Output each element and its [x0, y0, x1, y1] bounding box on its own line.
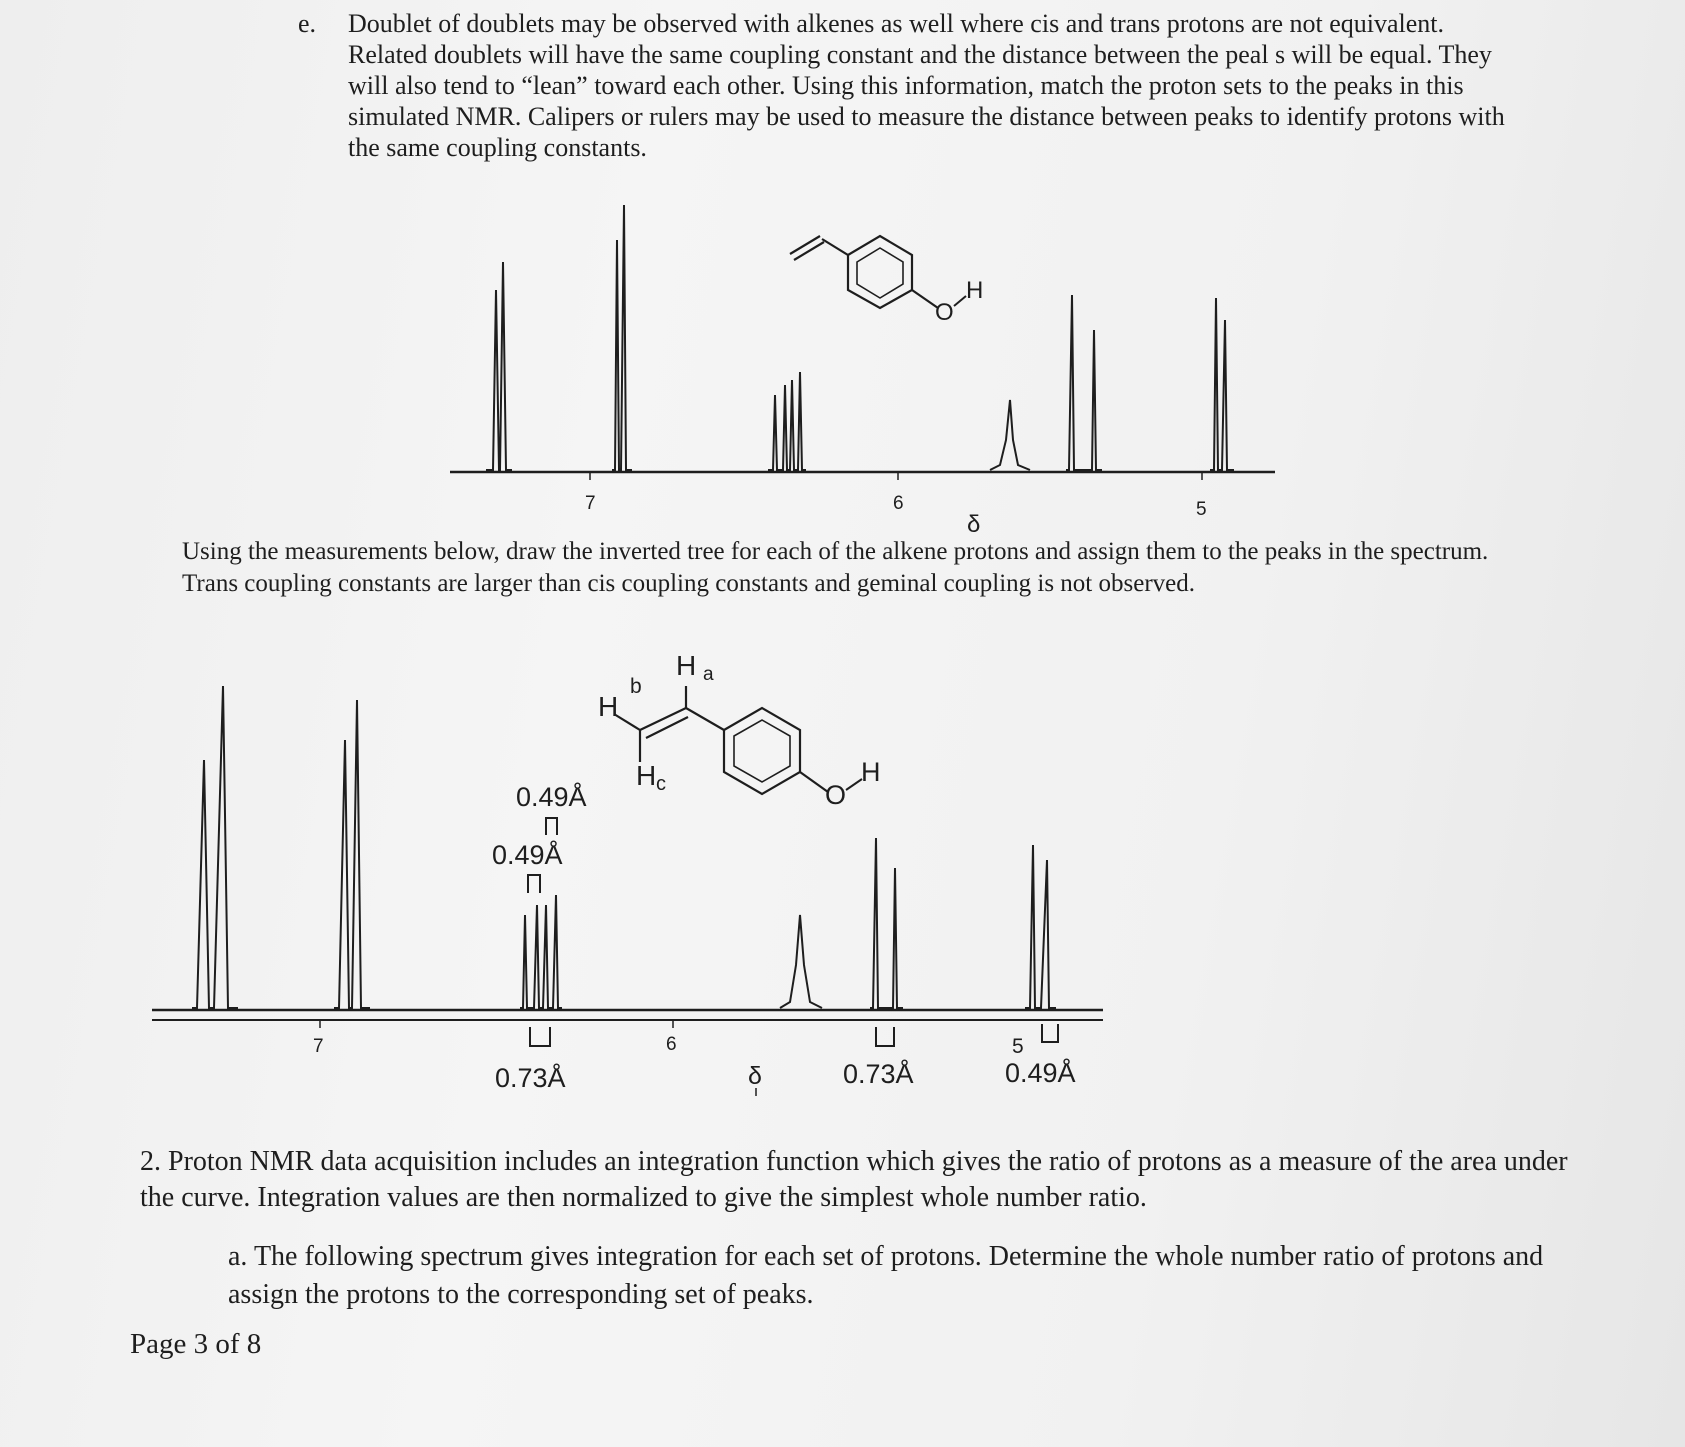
question-2-text: Proton NMR data acquisition includes an integration function which gives the ratio of protons as a measure of the area under the curve. Integration values are then normalized to give the simplest whole number ratio. [140, 1146, 1568, 1213]
top-tick-labels [585, 493, 1207, 538]
bracket-top-1 [546, 818, 557, 835]
top-tick-6: 6 [893, 493, 904, 514]
ha-subscript: a [703, 664, 714, 685]
top-peak-doublet-2 [612, 205, 632, 470]
bottom-tick-5: 5 [1012, 1035, 1024, 1058]
bottom-peak-oh-broad [780, 915, 822, 1008]
caliper-brackets [528, 818, 1058, 1046]
measurement-1: 0.49Å [516, 782, 587, 812]
bracket-bottom-3 [1042, 1024, 1058, 1042]
top-peak-doublet-1 [486, 262, 512, 470]
top-oh-o: O [935, 299, 954, 326]
measurement-4: 0.73Å [843, 1059, 914, 1089]
bottom-oh-o: O [825, 780, 847, 810]
hb-subscript: b [630, 675, 642, 698]
paragraph-e-label: e. [298, 9, 317, 38]
bottom-peak-dd-2 [870, 838, 903, 1008]
bottom-tick-6: 6 [666, 1034, 677, 1055]
measurement-3: 0.73Å [495, 1063, 566, 1093]
bracket-bottom-1 [530, 1027, 550, 1046]
bottom-oh-h: H [861, 757, 881, 787]
page-number: Page 3 of 8 [130, 1328, 262, 1360]
measurement-5: 0.49Å [1005, 1058, 1076, 1088]
top-axis-label: δ [967, 511, 981, 538]
question-2 [140, 1144, 1570, 1216]
bottom-peak-doublet-2 [334, 700, 370, 1008]
measurement-2: 0.49Å [492, 840, 563, 870]
bottom-peak-doublet-1 [192, 686, 238, 1008]
instruction-paragraph: Using the measurements below, draw the inverted tree for each of the alkene protons and assign them to the peaks in the spectrum. Trans coupling constants are larger than cis coupling constants and geminal coupling is not observed. [182, 538, 1489, 597]
bottom-axis-label: δ [748, 1062, 762, 1090]
bottom-tick-labels [313, 1034, 1024, 1090]
top-tick-5: 5 [1196, 499, 1207, 520]
top-oh-h: H [966, 277, 984, 304]
bottom-spectrum [152, 686, 1103, 1096]
top-tick-7: 7 [585, 493, 596, 514]
top-peak-dd [768, 372, 806, 470]
hb-label: H [598, 691, 619, 722]
question-2a-text: The following spectrum gives integration for each set of protons. Determine the whole number ratio of protons and assign the protons to the corresponding set of peaks. [228, 1241, 1544, 1310]
bracket-bottom-2 [876, 1027, 894, 1046]
hc-label: H [636, 760, 657, 791]
question-2a [228, 1238, 1568, 1314]
paragraph-e-text: Doublet of doublets may be observed with alkenes as well where cis and trans protons are not equivalent. Related doublets will have the same coupling constant and the distance between the peal s will be equal. They will also tend to “lean” toward each other. Using this information, match the proton sets to the peaks in this simulated NMR. Calipers or rulers may be used to measure the distance between peaks to identify protons with the same coupling constants. [348, 9, 1505, 162]
ha-label: H [676, 650, 697, 681]
question-2a-label: a. [228, 1241, 248, 1272]
top-molecule [790, 236, 938, 308]
question-2-number: 2. [140, 1146, 161, 1177]
bottom-peak-dd-3 [1025, 845, 1056, 1008]
top-peak-oh-broad [990, 400, 1030, 470]
top-peak-dd-2 [1066, 295, 1102, 470]
bracket-top-2 [528, 875, 540, 893]
hc-subscript: c [656, 773, 666, 795]
measurement-labels [492, 781, 1076, 1093]
bottom-peak-dd [520, 895, 562, 1008]
bottom-tick-7: 7 [313, 1036, 324, 1057]
top-peak-dd-3 [1210, 298, 1234, 470]
